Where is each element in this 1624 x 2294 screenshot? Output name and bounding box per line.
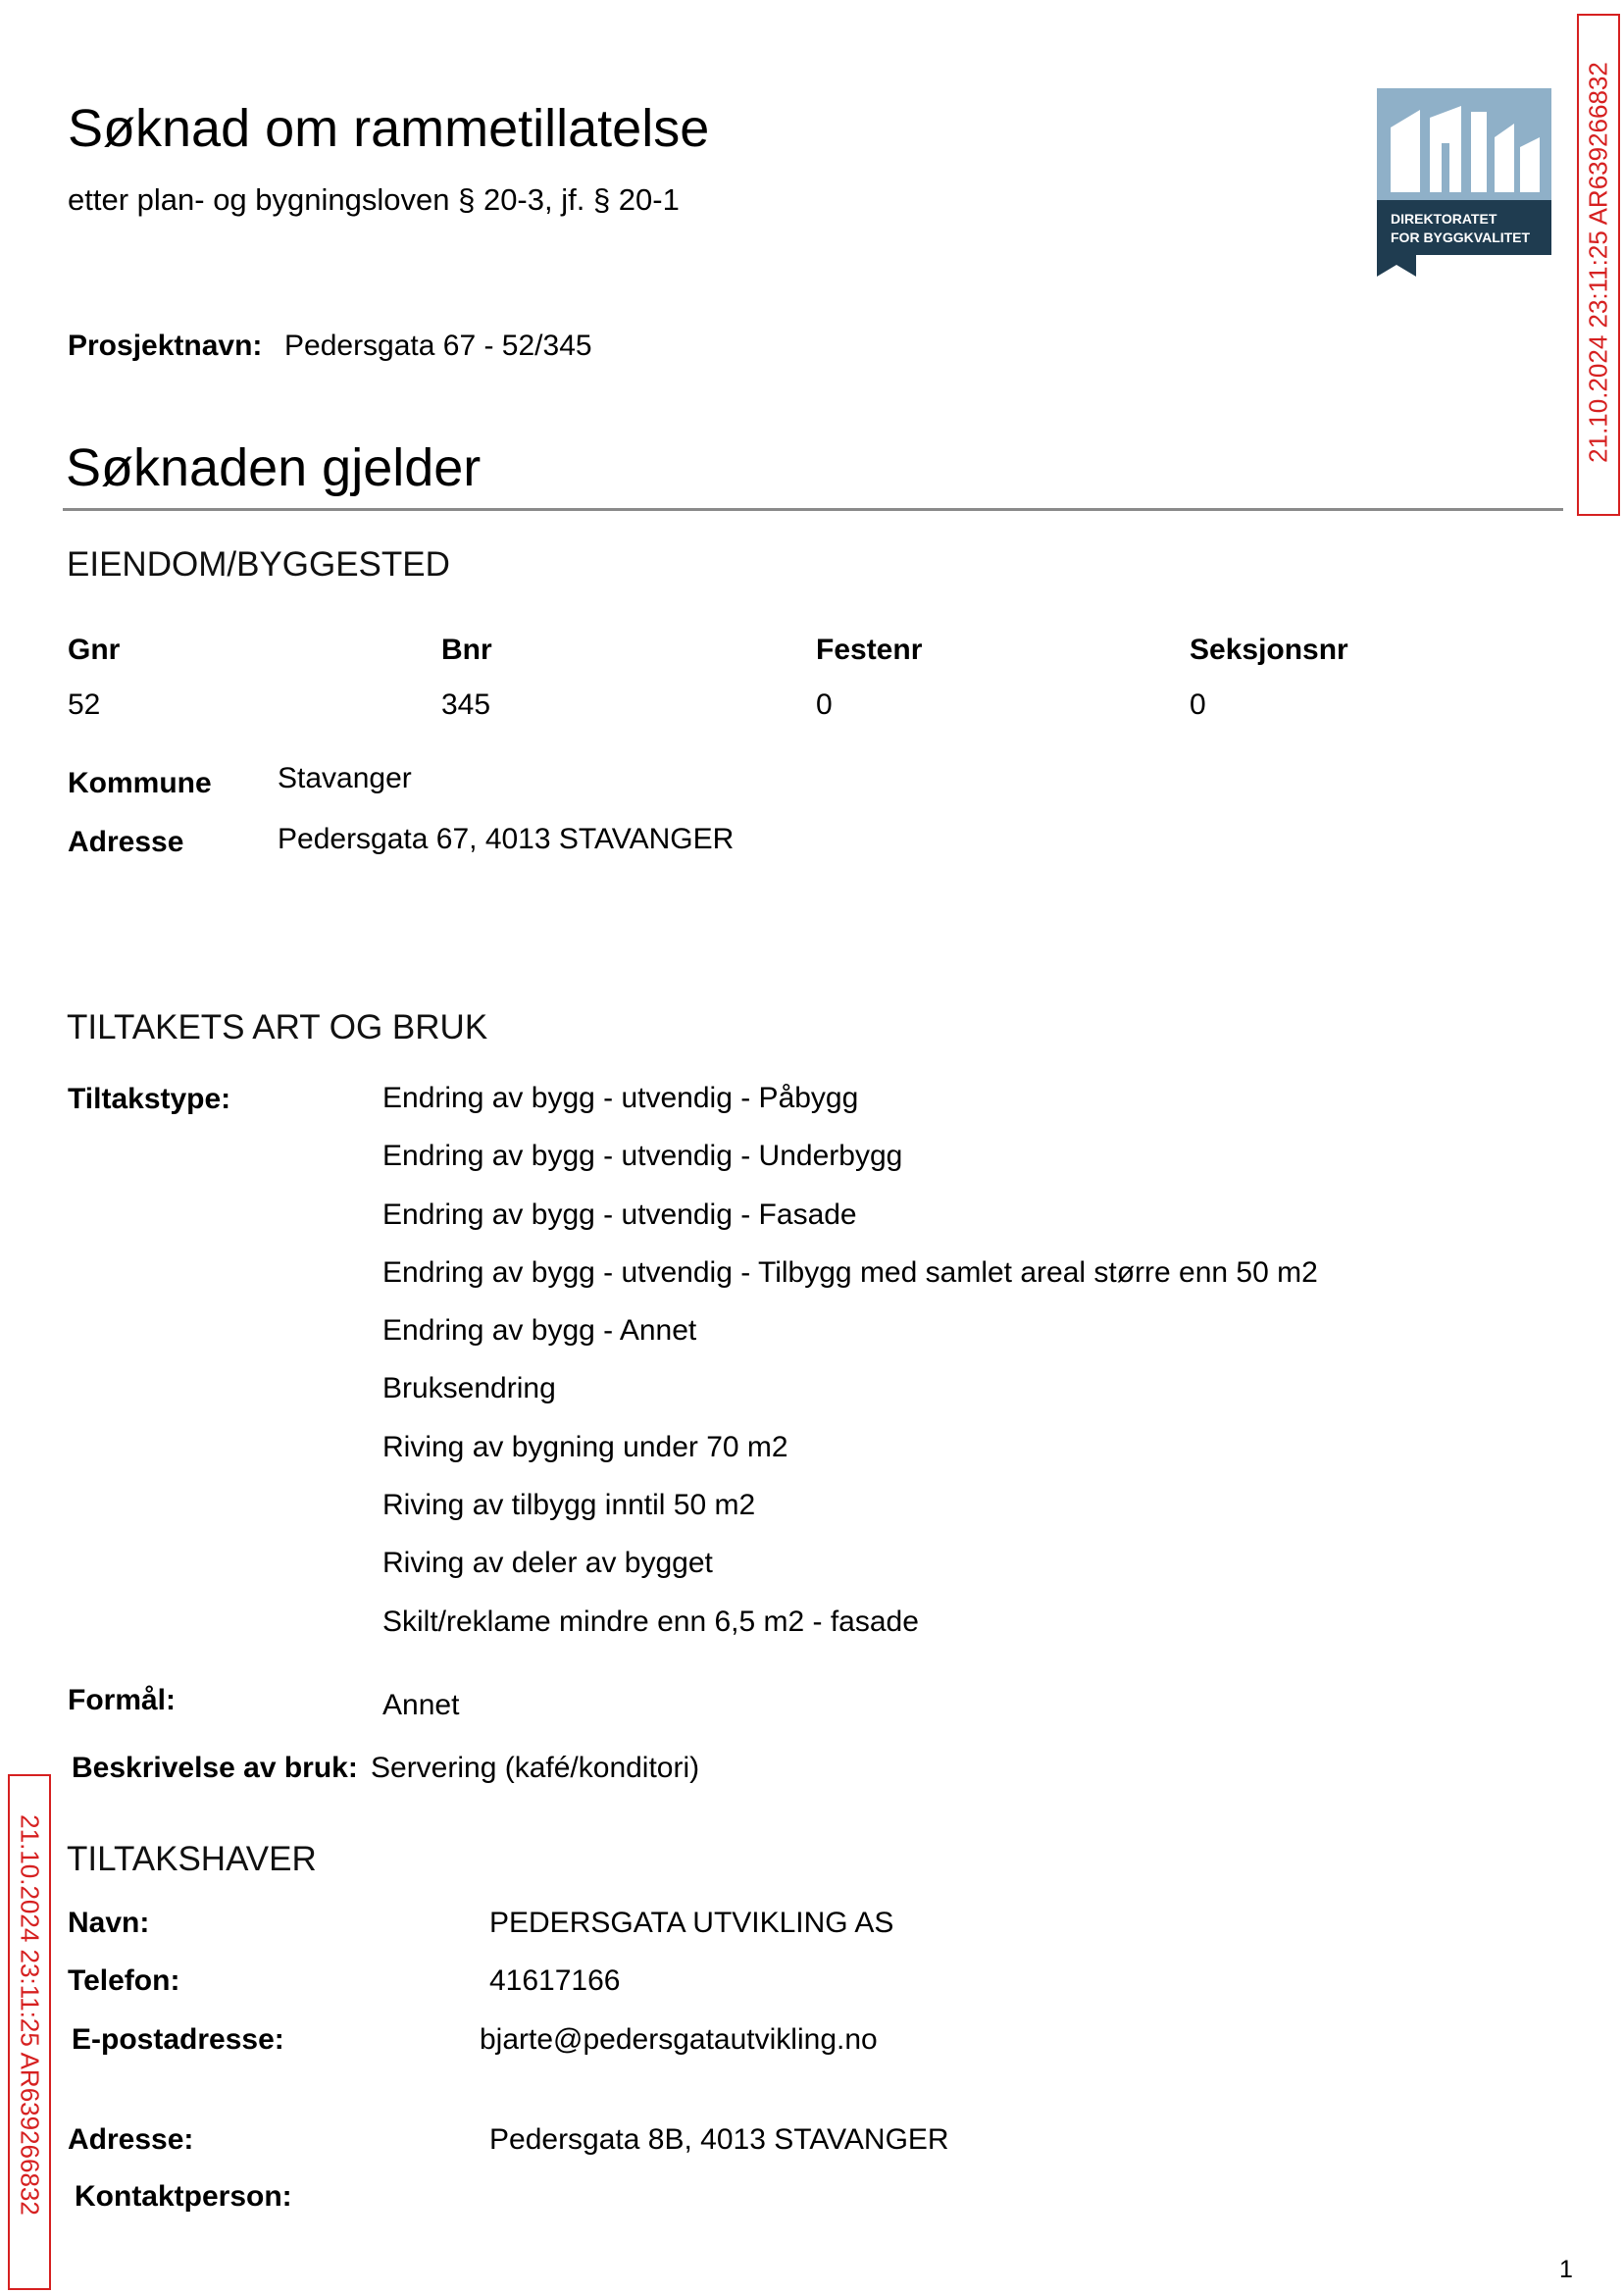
timestamp-stamp-top-text: 21.10.2024 23:11:25 AR639266832 [1583, 62, 1613, 463]
tiltakstype-list [382, 1079, 1318, 1660]
timestamp-stamp-bottom-text: 21.10.2024 23:11:25 AR639266832 [15, 1814, 45, 2216]
navn-label: Navn: [68, 1907, 150, 1939]
formal-label: Formål: [68, 1684, 177, 1716]
gnr-value: 52 [68, 688, 101, 721]
section-heading: Søknaden gjelder [66, 438, 482, 497]
kommune-label: Kommune [68, 767, 212, 799]
tiltakstype-item: Endring av bygg - utvendig - Påbygg [382, 1082, 859, 1114]
bnr-label: Bnr [441, 634, 492, 666]
timestamp-stamp-bottom [8, 1774, 51, 2290]
document-subtitle: etter plan- og bygningsloven § 20-3, jf. § 20-1 [68, 182, 680, 217]
festenr-label: Festenr [816, 634, 923, 666]
tiltakstype-label: Tiltakstype: [68, 1083, 231, 1115]
bnr-value: 345 [441, 688, 491, 721]
tiltakshaver-adresse-label: Adresse: [68, 2123, 194, 2156]
epost-value: bjarte@pedersgatautvikling.no [480, 2023, 878, 2056]
adresse-value: Pedersgata 67, 4013 STAVANGER [278, 823, 735, 855]
logo-line-2: FOR BYGGKVALITET [1391, 229, 1531, 245]
tiltakstype-item: Endring av bygg - utvendig - Fasade [382, 1198, 857, 1231]
kommune-value: Stavanger [278, 762, 412, 794]
tiltak-heading: TILTAKETS ART OG BRUK [67, 1008, 488, 1046]
tiltakshaver-heading: TILTAKSHAVER [67, 1840, 317, 1878]
telefon-label: Telefon: [68, 1964, 180, 1997]
seksjonsnr-label: Seksjonsnr [1190, 634, 1348, 666]
tiltakstype-item: Riving av bygning under 70 m2 [382, 1430, 788, 1463]
dibk-logo-icon [1377, 88, 1551, 277]
bruk-label: Beskrivelse av bruk: [72, 1752, 358, 1784]
gnr-label: Gnr [68, 634, 121, 666]
tiltakstype-item: Skilt/reklame mindre enn 6,5 m2 - fasade [382, 1605, 919, 1638]
tiltakstype-item: Riving av deler av bygget [382, 1547, 713, 1580]
tiltakstype-item: Endring av bygg - utvendig - Tilbygg med samlet areal større enn 50 m2 [382, 1255, 1318, 1289]
epost-label: E-postadresse: [72, 2023, 284, 2056]
kontaktperson-label: Kontaktperson: [75, 2180, 292, 2213]
document-title: Søknad om rammetillatelse [68, 99, 710, 158]
project-value: Pedersgata 67 - 52/345 [284, 330, 592, 362]
section-divider [63, 508, 1563, 511]
telefon-value: 41617166 [489, 1964, 621, 1997]
eiendom-heading: EIENDOM/BYGGESTED [67, 545, 450, 584]
formal-value: Annet [382, 1689, 460, 1721]
seksjonsnr-value: 0 [1190, 688, 1206, 721]
bruk-value: Servering (kafé/konditori) [371, 1752, 700, 1784]
adresse-label: Adresse [68, 826, 184, 858]
tiltakstype-item: Endring av bygg - utvendig - Underbygg [382, 1140, 903, 1173]
festenr-value: 0 [816, 688, 833, 721]
tiltakstype-item: Endring av bygg - Annet [382, 1314, 697, 1348]
tiltakshaver-adresse-value: Pedersgata 8B, 4013 STAVANGER [489, 2123, 949, 2156]
tiltakstype-item: Bruksendring [382, 1372, 556, 1405]
logo-line-1: DIREKTORATET [1391, 211, 1497, 227]
tiltakstype-item: Riving av tilbygg inntil 50 m2 [382, 1489, 756, 1522]
timestamp-stamp-top [1577, 14, 1620, 516]
project-label: Prosjektnavn: [68, 330, 263, 362]
navn-value: PEDERSGATA UTVIKLING AS [489, 1907, 894, 1939]
page-number: 1 [1559, 2256, 1573, 2283]
